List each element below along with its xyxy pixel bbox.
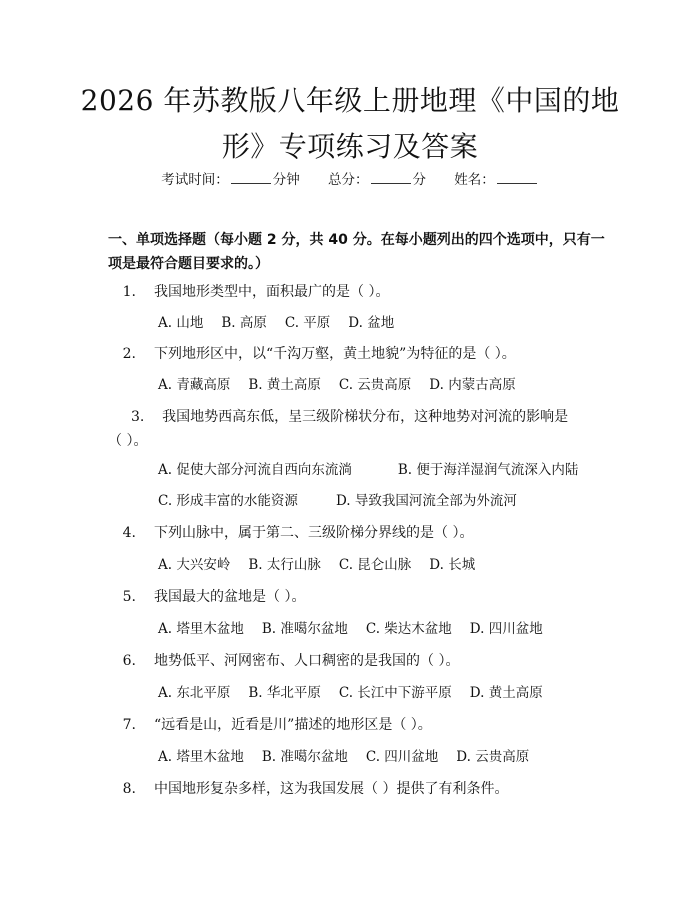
option-b: B. 高原 — [221, 315, 267, 331]
option-a: A. 东北平原 — [158, 685, 231, 701]
option-b: B. 准噶尔盆地 — [261, 749, 348, 765]
option-b: B. 华北平原 — [248, 685, 321, 701]
option-c: C. 昆仑山脉 — [338, 557, 412, 573]
option-b: B. 便于海洋湿润气流深入内陆 — [397, 462, 579, 478]
options-2 — [158, 373, 534, 397]
options-4 — [158, 553, 493, 577]
question-text: 中国地形复杂多样，这为我国发展（ ）提供了有利条件。 — [154, 781, 509, 797]
question-7 — [108, 713, 608, 737]
time-unit: 分钟 — [272, 172, 300, 188]
question-4 — [108, 521, 608, 545]
option-a: A. 塔里木盆地 — [158, 749, 244, 765]
exam-info — [0, 168, 700, 188]
option-c: C. 平原 — [284, 315, 331, 331]
option-d: D. 四川盆地 — [469, 621, 543, 637]
options-3-row1 — [158, 458, 596, 482]
option-c: C. 云贵高原 — [338, 377, 412, 393]
options-5 — [158, 617, 561, 641]
document-title: 2026 年苏教版八年级上册地理《中国的地形》专项练习及答案 — [80, 84, 620, 163]
question-number: 2. — [122, 346, 136, 362]
section-heading: 一、单项选择题（每小题 2 分，共 40 分。在每小题列出的四个选项中，只有一项是最符合题目要求的。） — [108, 232, 605, 272]
exam-score — [328, 172, 426, 188]
name-label: 姓名： — [454, 172, 495, 188]
options-6 — [158, 681, 561, 705]
option-d: D. 长城 — [429, 557, 476, 573]
option-d: D. 盆地 — [348, 315, 395, 331]
time-blank — [231, 171, 271, 184]
option-c: C. 柴达木盆地 — [365, 621, 452, 637]
question-text: 我国最大的盆地是（ ）。 — [154, 589, 306, 605]
option-a: A. 大兴安岭 — [158, 557, 231, 573]
question-number: 3. — [131, 409, 145, 425]
question-5 — [108, 585, 608, 609]
option-b: B. 准噶尔盆地 — [261, 621, 348, 637]
question-number: 6. — [122, 653, 136, 669]
options-7 — [158, 745, 547, 769]
question-text: 我国地形类型中，面积最广的是（ ）。 — [154, 284, 390, 300]
question-text: 地势低平、河网密布、人口稠密的是我国的（ ）。 — [154, 653, 460, 669]
option-b: B. 黄土高原 — [248, 377, 321, 393]
question-text: 下列山脉中，属于第二、三级阶梯分界线的是（ ）。 — [154, 525, 474, 541]
option-b: B. 太行山脉 — [248, 557, 321, 573]
score-unit: 分 — [412, 172, 426, 188]
question-number: 5. — [122, 589, 136, 605]
option-c: C. 长江中下游平原 — [338, 685, 452, 701]
question-text: “远看是山，近看是川”描述的地形区是（ ）。 — [154, 717, 432, 733]
question-6 — [108, 649, 608, 673]
question-3 — [108, 405, 578, 453]
option-a: A. 塔里木盆地 — [158, 621, 244, 637]
score-blank — [371, 171, 411, 184]
question-8 — [108, 777, 608, 801]
option-c: C. 形成丰富的水能资源 — [158, 493, 298, 509]
option-d: D. 黄土高原 — [469, 685, 543, 701]
question-2 — [108, 342, 608, 366]
option-a: A. 促使大部分河流自西向东流淌 — [158, 462, 352, 478]
option-a: A. 青藏高原 — [158, 377, 231, 393]
exam-time — [161, 172, 300, 188]
question-number: 8. — [122, 781, 136, 797]
option-d: D. 内蒙古高原 — [429, 377, 516, 393]
options-1 — [158, 311, 412, 335]
question-text: 我国地势西高东低，呈三级阶梯状分布，这种地势对河流的影响是（ ）。 — [108, 409, 569, 449]
time-label: 考试时间： — [161, 172, 229, 188]
question-text: 下列地形区中，以“千沟万壑，黄土地貌”为特征的是（ ）。 — [154, 346, 516, 362]
option-c: C. 四川盆地 — [365, 749, 439, 765]
options-3-row2 — [158, 489, 535, 513]
question-number: 1. — [122, 284, 136, 300]
score-label: 总分： — [328, 172, 369, 188]
exam-name — [454, 172, 539, 188]
question-number: 4. — [122, 525, 136, 541]
option-d: D. 导致我国河流全部为外流河 — [335, 493, 517, 509]
option-a: A. 山地 — [158, 315, 204, 331]
question-1 — [108, 280, 608, 304]
question-number: 7. — [122, 717, 136, 733]
name-blank — [497, 171, 537, 184]
option-d: D. 云贵高原 — [456, 749, 530, 765]
